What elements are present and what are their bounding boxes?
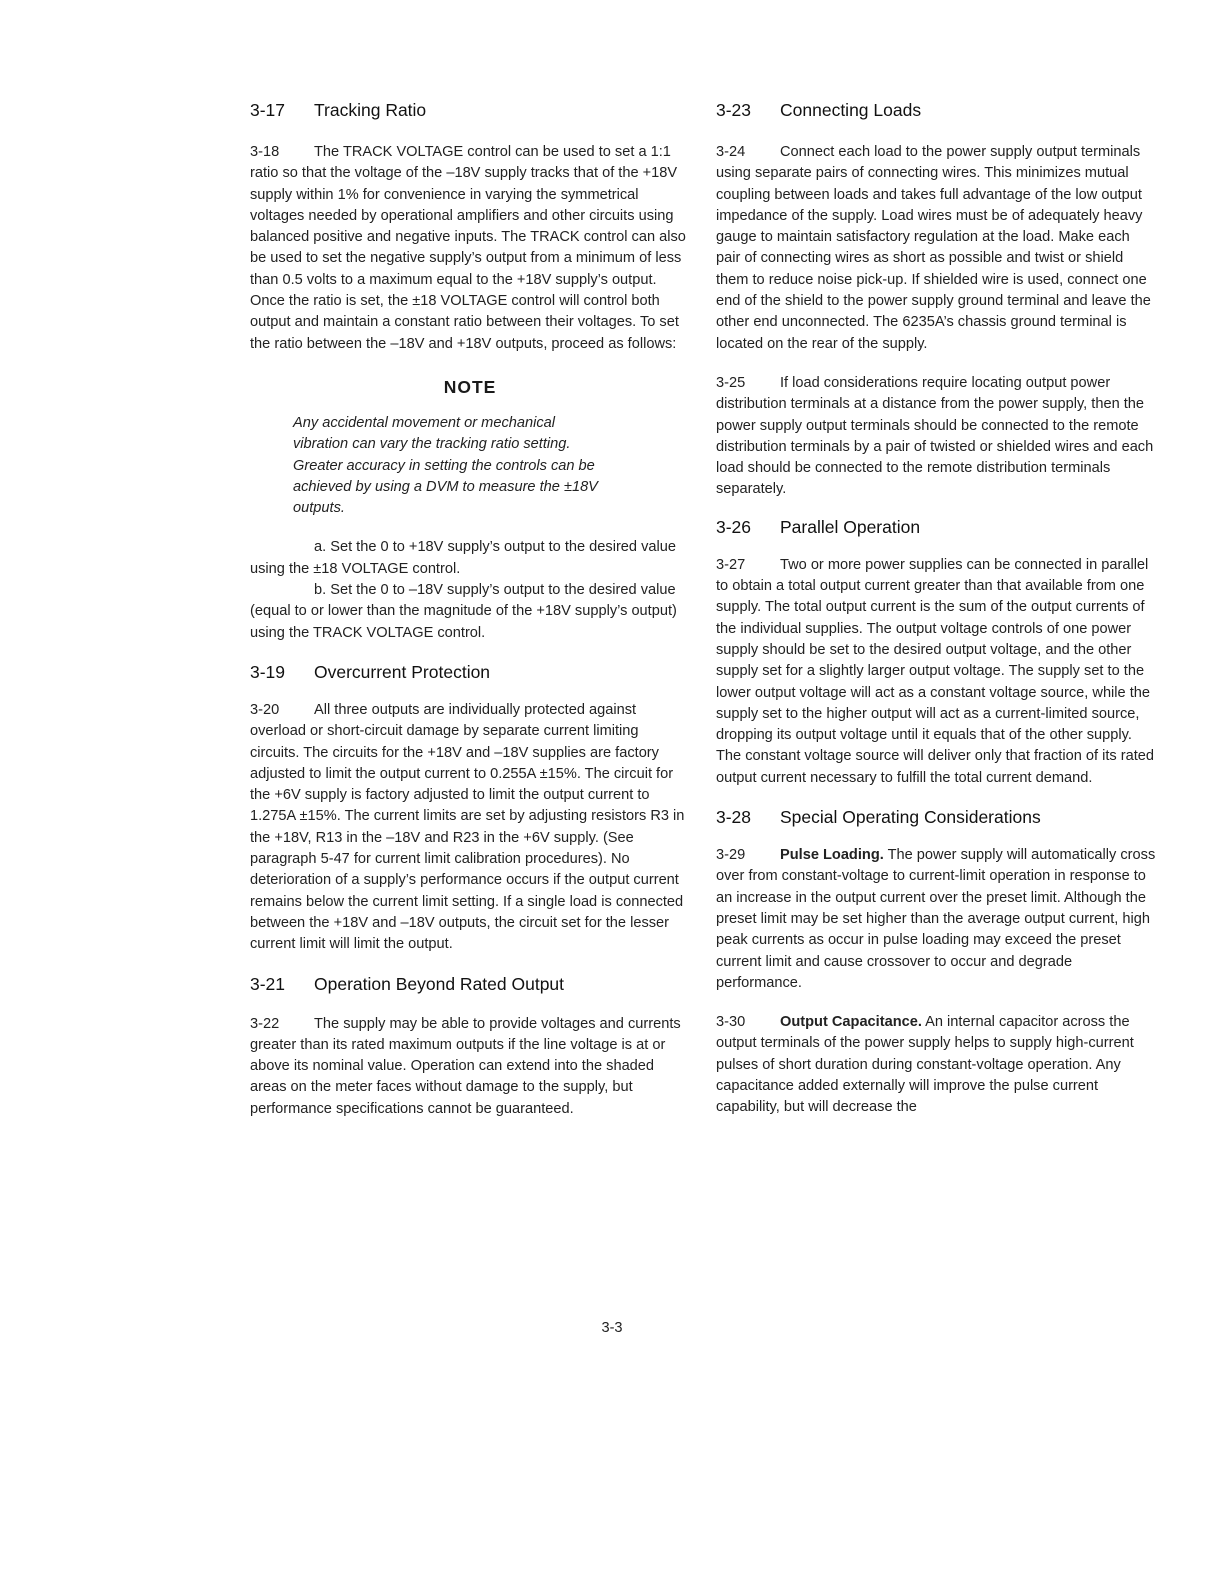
section-heading-3-23	[716, 96, 1156, 124]
note-title: NOTE	[443, 376, 497, 397]
paragraph-text: The power supply will automatically cross over from constant-voltage to current-limit operation in response to an increase in the output current over the preset limit. Although the preset limit may be set higher than the average output current, high peak currents as occur in pulse loading may exceed the preset current limit and cause crossover to occur and degrade performance.	[716, 847, 1156, 991]
section-title: Tracking Ratio	[314, 100, 427, 120]
page-number: 3-3	[601, 1320, 623, 1336]
paragraph-3-30	[716, 1012, 1156, 1118]
paragraph-number: 3-27	[716, 556, 746, 573]
paragraph-number: 3-20	[250, 701, 280, 718]
section-title: Operation Beyond Rated Output	[314, 973, 565, 994]
note-text: Any accidental movement or mechanical vibration can vary the tracking ratio setting. Greater accuracy in setting the controls can be achieved by using a DVM to measure the ±18V outputs.	[293, 414, 598, 517]
section-heading-3-28	[716, 803, 1156, 831]
step-b: b. Set the 0 to –18V supply’s output to the desired value (equal to or lower than the magnitude of the +18V supply’s output) using the TRACK VOLTAGE control.	[250, 582, 677, 641]
paragraph-lead: Pulse Loading.	[780, 847, 884, 864]
section-title: Special Operating Considerations	[780, 807, 1041, 828]
left-column	[250, 96, 690, 1120]
paragraph-text: Two or more power supplies can be connected in parallel to obtain a total output current greater than that available from one supply. The total output current is the sum of the output currents of the individual supplies. The output voltage controls of one power supply should be set to the desired output voltage, and the other supply set for a slightly larger output voltage. The supply set to the lower output voltage will act as a constant voltage source, while the supply set to the higher output will act as a current-limited source, dropping its output voltage until it equals that of the other supply. The constant voltage source will deliver only that fraction of its rated output current necessary to fulfill the total current demand.	[716, 556, 1155, 786]
paragraph-3-22	[250, 1014, 690, 1120]
section-heading-3-19	[250, 658, 690, 686]
paragraph-3-29	[716, 845, 1156, 994]
step-a: a. Set the 0 to +18V supply’s output to the desired value using the ±18 VOLTAGE control.	[250, 539, 676, 577]
section-heading-3-17	[250, 96, 690, 124]
note-block	[250, 373, 690, 519]
paragraph-3-25	[716, 373, 1156, 501]
paragraph-number: 3-30	[716, 1014, 746, 1031]
section-heading-3-21	[250, 970, 690, 998]
section-title: Connecting Loads	[780, 100, 922, 120]
paragraph-number: 3-29	[716, 847, 746, 864]
paragraph-number: 3-22	[250, 1015, 280, 1032]
right-column	[716, 96, 1156, 1119]
paragraph-text: All three outputs are individually protected against overload or short-circuit damage by separate current limiting circuits. The circuits for the +18V and –18V supplies are factory adjusted to limit the output current to 0.255A ±15%. The circuit for the +6V supply is factory adjusted to limit the output current to 1.275A ±15%. The current limits are set by adjusting resistors R3 in the +18V, R13 in the –18V and R23 in the +6V supply. (See paragraph 5-47 for current limit calibration procedures). No deterioration of a supply’s performance occurs if the output current remains below the current limit setting. If a single load is connected between the +18V and –18V outputs, the circuit set for the lesser current limit will limit the output.	[250, 701, 685, 953]
paragraph-lead: Output Capacitance.	[780, 1014, 922, 1031]
section-number: 3-28	[716, 807, 752, 828]
paragraph-number: 3-24	[716, 144, 746, 160]
section-number: 3-23	[716, 100, 752, 120]
section-number: 3-26	[716, 516, 752, 537]
paragraph-3-20	[250, 700, 690, 956]
paragraph-3-27	[716, 555, 1156, 789]
section-number: 3-21	[250, 973, 286, 994]
section-number: 3-19	[250, 661, 286, 682]
section-title: Overcurrent Protection	[314, 661, 491, 682]
paragraph-text: An internal capacitor across the output terminals of the power supply helps to supply high-current pulses of short duration during constant-voltage operation. Any capacitance added externally will improve the pulse current capability, but will decrease the	[716, 1014, 1134, 1116]
paragraph-text: If load considerations require locating output power distribution terminals at a distance from the power supply, then the power supply output terminals should be connected to the remote distribution terminals by a pair of twisted or shielded wires and each load should be connected to the remote distribution terminals separately.	[716, 374, 1154, 498]
paragraph-3-24	[716, 142, 1156, 355]
section-title: Parallel Operation	[780, 516, 921, 537]
section-heading-3-26	[716, 513, 1156, 541]
paragraph-text: The supply may be able to provide voltages and currents greater than its rated maximum outputs if the line voltage is at or above its nominal value. Operation can extend into the shaded areas on the meter faces without damage to the supply, but performance specifications cannot be guaranteed.	[250, 1015, 681, 1117]
paragraph-number: 3-25	[716, 374, 746, 391]
paragraph-number: 3-18	[250, 144, 280, 160]
paragraph-text: The TRACK VOLTAGE control can be used to set a 1:1 ratio so that the voltage of the –18V supply tracks that of the +18V supply within 1% for convenience in varying the symmetrical voltages needed by operational amplifiers and other circuits using balanced positive and negative inputs. The TRACK control can also be used to set the negative supply’s output from a minimum of less than 0.5 volts to a maximum equal to the +18V supply’s output. Once the ratio is set, the ±18 VOLTAGE control will control both output and maintain a constant ratio between their voltages. To set the ratio between the –18V and +18V outputs, proceed as follows:	[250, 144, 686, 352]
paragraph-text: Connect each load to the power supply output terminals using separate pairs of connecting wires. This minimizes mutual coupling between loads and takes full advantage of the low output impedance of the supply. Load wires must be of adequately heavy gauge to maintain satisfactory regulation at the load. Make each pair of connecting wires as short as possible and twist or shield them to reduce noise pick-up. If shielded wire is used, connect one end of the shield to the power supply ground terminal and leave the other end unconnected. The 6235A’s chassis ground terminal is located on the rear of the supply.	[716, 144, 1151, 352]
paragraph-3-18	[250, 142, 690, 355]
section-number: 3-17	[250, 100, 286, 120]
